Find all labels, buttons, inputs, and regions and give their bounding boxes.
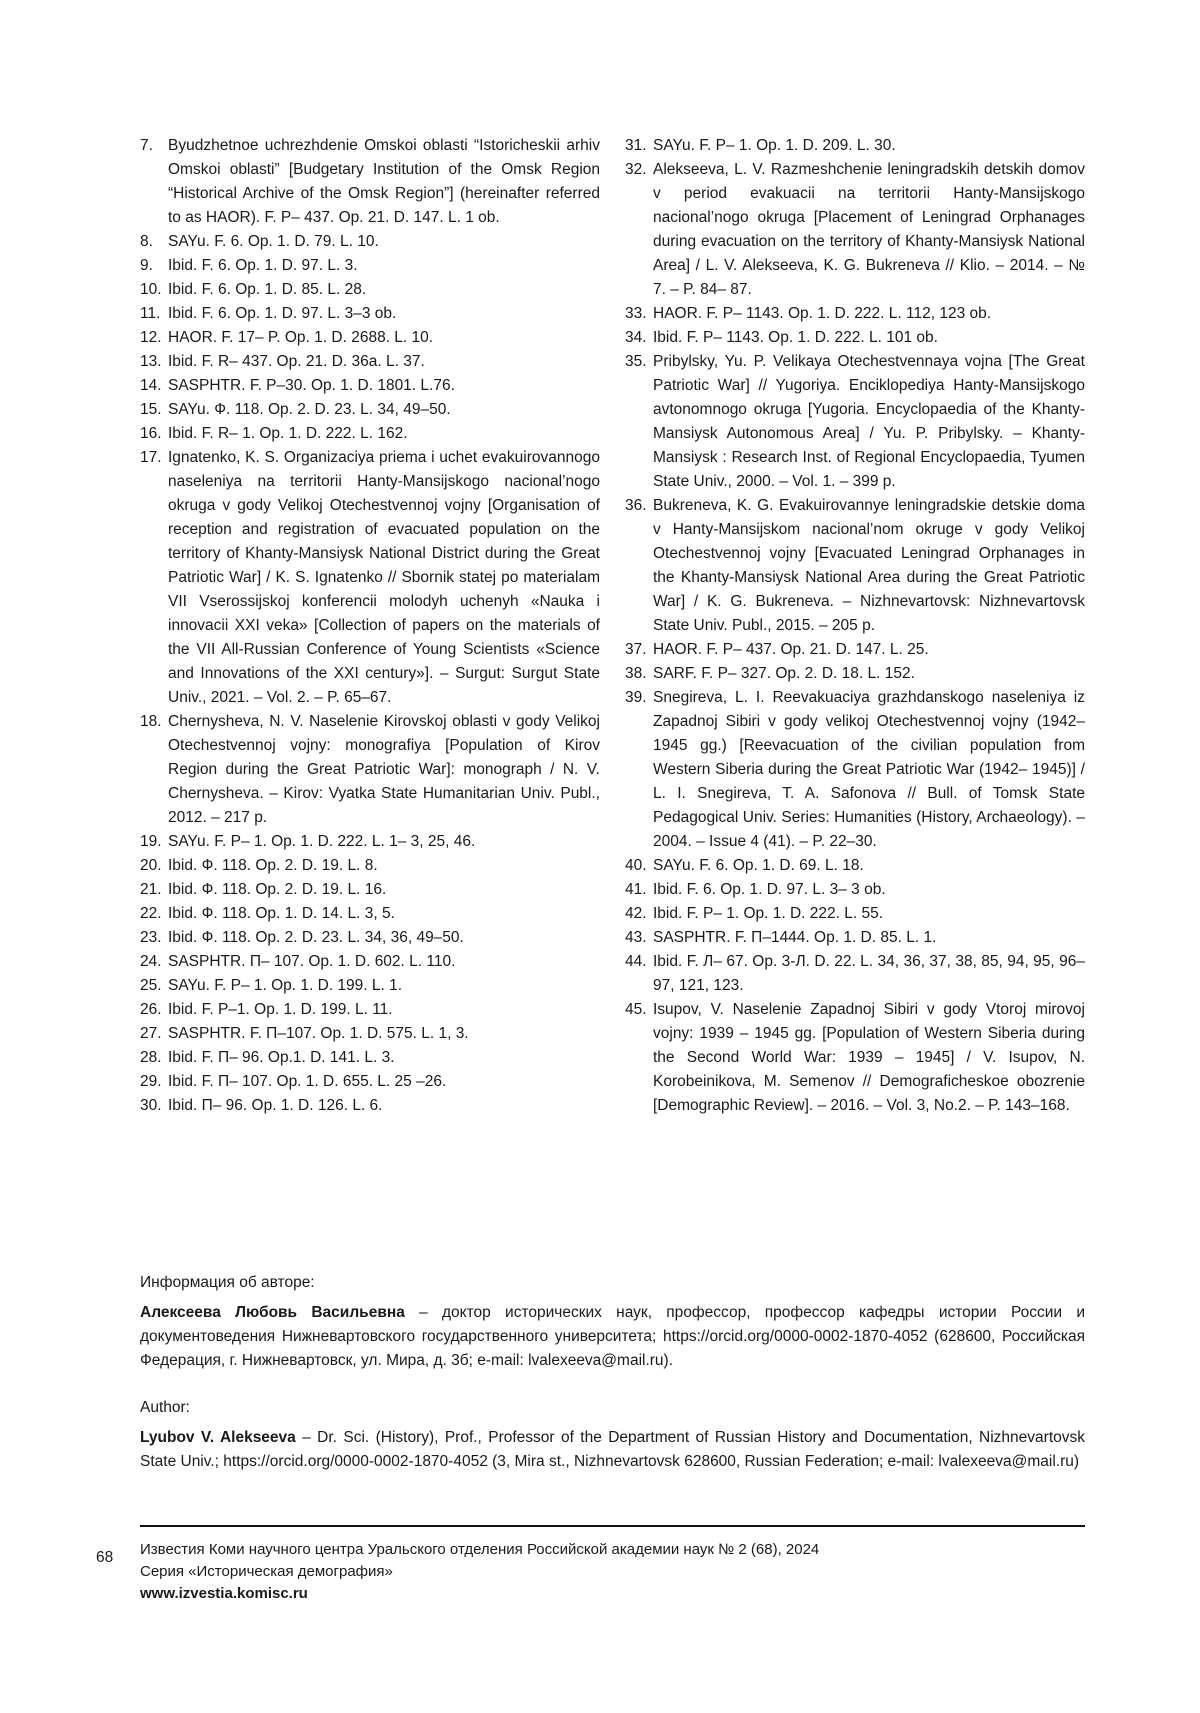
reference-item — [140, 326, 600, 350]
reference-item — [140, 854, 600, 878]
reference-number: 30. — [140, 1097, 162, 1114]
reference-number: 15. — [140, 401, 162, 418]
reference-number: 43. — [625, 929, 647, 946]
reference-item — [625, 662, 1085, 686]
reference-text: Ibid. Ф. 118. Op. 2. D. 19. L. 16. — [168, 881, 387, 898]
reference-text: Ibid. F. Л– 67. Op. 3-Л. D. 22. L. 34, 36, 37, 38, 85, 94, 95, 96– 97, 121, 123. — [653, 953, 1085, 994]
reference-list — [140, 134, 600, 1118]
reference-text: SASPHTR. F. P–30. Op. 1. D. 1801. L.76. — [168, 377, 455, 394]
references-column-left — [140, 134, 600, 1118]
references-column-right — [625, 134, 1085, 1118]
reference-item — [140, 302, 600, 326]
reference-number: 14. — [140, 377, 162, 394]
journal-title: Известия Коми научного центра Уральского отделения Российской академии наук № 2 (68), 2024 — [140, 1541, 820, 1558]
reference-number: 20. — [140, 857, 162, 874]
reference-item — [625, 998, 1085, 1118]
reference-number: 17. — [140, 449, 162, 466]
reference-number: 7. — [140, 137, 153, 154]
reference-item — [140, 278, 600, 302]
reference-item — [140, 998, 600, 1022]
author-info-en — [140, 1426, 1085, 1474]
reference-number: 21. — [140, 881, 162, 898]
reference-text: Alekseeva, L. V. Razmeshchenie leningradskih detskih domov v period evakuacii na territorii Hanty-Mansijskogo nacional’nogo okruga [Placement of Leningrad Orphanages during evacuation on the territory of Khanty-Mansiysk National Area] / L. V. Alekseeva, K. G. Bukreneva // Klio. – 2014. – № 7. – P. 84– 87. — [653, 161, 1085, 298]
reference-text: Ibid. Ф. 118. Op. 1. D. 14. L. 3, 5. — [168, 905, 395, 922]
reference-number: 9. — [140, 257, 153, 274]
reference-number: 13. — [140, 353, 162, 370]
reference-text: Chernysheva, N. V. Naselenie Kirovskoj oblasti v gody Velikoj Otechestvennoj vojny: monografiya [Population of Kirov Region during the Great Patriotic War]: monograph / N. V. Chernysheva. – Kirov: Vyatka State Humanitarian Univ. Publ., 2012. – 217 p. — [168, 713, 600, 826]
reference-text: Ibid. F. 6. Op. 1. D. 97. L. 3. — [168, 257, 358, 274]
reference-text: Snegireva, L. I. Reevakuaciya grazhdanskogo naseleniya iz Zapadnoj Sibiri v gody velikoj Otechestvennoj vojny (1942–1945 gg.) [Reevacuation of the civilian population from Western Siberia during the Great Patriotic War (1942– 1945)] / L. I. Snegireva, T. A. Safonova // Bull. of Tomsk State Pedagogical Univ. Series: Humanities (History, Archaeology). – 2004. – Issue 4 (41). – P. 22–30. — [653, 689, 1085, 850]
reference-text: Isupov, V. Naselenie Zapadnoj Sibiri v gody Vtoroj mirovoj vojny: 1939 – 1945 gg. [Population of Western Siberia during the Second World War: 1939 – 1945] / V. Isupov, N. Korobeinikova, M. Semenov // Demograficheskoe obozrenie [Demographic Review]. – 2016. – Vol. 3, No.2. – P. 143–168. — [653, 1001, 1085, 1114]
page-number: 68 — [96, 1549, 114, 1566]
reference-item — [140, 974, 600, 998]
reference-text: Ibid. F. П– 96. Op.1. D. 141. L. 3. — [168, 1049, 395, 1066]
reference-number: 18. — [140, 713, 162, 730]
reference-text: HAOR. F. 17– P. Op. 1. D. 2688. L. 10. — [168, 329, 434, 346]
reference-number: 22. — [140, 905, 162, 922]
reference-number: 44. — [625, 953, 647, 970]
reference-text: SASPHTR. F. П–1444. Op. 1. D. 85. L. 1. — [653, 929, 937, 946]
reference-text: Ibid. F. P– 1. Op. 1. D. 222. L. 55. — [653, 905, 884, 922]
reference-item — [140, 398, 600, 422]
reference-number: 19. — [140, 833, 162, 850]
reference-item — [625, 134, 1085, 158]
reference-text: Ibid. F. P–1. Op. 1. D. 199. L. 11. — [168, 1001, 393, 1018]
author-info-heading-ru: Информация об авторе: — [140, 1273, 315, 1291]
reference-number: 41. — [625, 881, 647, 898]
reference-text: Ibid. F. 6. Op. 1. D. 97. L. 3–3 ob. — [168, 305, 397, 322]
reference-item — [625, 854, 1085, 878]
reference-text: SAYu. Ф. 118. Op. 2. D. 23. L. 34, 49–50. — [168, 401, 451, 418]
reference-number: 31. — [625, 137, 647, 154]
reference-item — [140, 1046, 600, 1070]
reference-item — [140, 446, 600, 710]
reference-number: 11. — [140, 305, 161, 322]
reference-text: Ibid. F. П– 107. Op. 1. D. 655. L. 25 –26. — [168, 1073, 447, 1090]
reference-item — [140, 134, 600, 230]
reference-text: Bukreneva, K. G. Evakuirovannye leningradskie detskie doma v Hanty-Mansijskom nacional’nom okruge v gody Velikoj Otechestvennoj vojny [Evacuated Leningrad Orphanages in the Khanty-Mansiysk National Area during the Great Patriotic War] / K. G. Bukreneva. – Nizhnevartovsk: Nizhnevartovsk State Univ. Publ., 2015. – 205 p. — [653, 497, 1085, 634]
reference-text: Ignatenko, K. S. Organizaciya priema i uchet evakuirovannogo naseleniya na territorii Hanty-Mansijskogo nacional’nogo okruga v gody Velikoj Otechestvennoj vojny [Organisation of reception and registration of evacuated population on the territory of Khanty-Mansiysk National District during the Great Patriotic War] / K. S. Ignatenko // Sbornik statej po materialam VII Vserossijskoj konferencii molodyh uchenyh «Nauka i innovacii XXI veka» [Collection of papers on the materials of the VII All-Russian Conference of Young Scientists «Science and Innovations of the XXI century»]. – Surgut: Surgut State Univ., 2021. – Vol. 2. – P. 65–67. — [168, 449, 600, 706]
reference-item — [140, 710, 600, 830]
reference-text: Ibid. F. R– 1. Op. 1. D. 222. L. 162. — [168, 425, 408, 442]
reference-item — [140, 926, 600, 950]
reference-number: 27. — [140, 1025, 162, 1042]
reference-item — [625, 638, 1085, 662]
reference-number: 23. — [140, 929, 162, 946]
reference-item — [625, 302, 1085, 326]
reference-item — [140, 1070, 600, 1094]
reference-number: 8. — [140, 233, 153, 250]
reference-number: 38. — [625, 665, 647, 682]
reference-item — [625, 926, 1085, 950]
author-info-ru — [140, 1301, 1085, 1373]
reference-number: 32. — [625, 161, 647, 178]
reference-number: 12. — [140, 329, 162, 346]
reference-number: 16. — [140, 425, 162, 442]
reference-item — [625, 326, 1085, 350]
reference-item — [625, 950, 1085, 998]
footer-divider — [140, 1525, 1085, 1527]
reference-item — [625, 878, 1085, 902]
reference-item — [140, 374, 600, 398]
reference-item — [140, 830, 600, 854]
reference-item — [140, 950, 600, 974]
journal-series: Серия «Историческая демография» — [140, 1563, 393, 1580]
reference-text: SAYu. F. P– 1. Op. 1. D. 209. L. 30. — [653, 137, 896, 154]
reference-text: Ibid. F. P– 1143. Op. 1. D. 222. L. 101 ob. — [653, 329, 938, 346]
reference-number: 26. — [140, 1001, 162, 1018]
author-details-en: – Dr. Sci. (History), Prof., Professor of the Department of Russian History and Documentation, Nizhnevartovsk State Univ.; https://orcid.org/0000-0002-1870-4052 (3, Mira st., Nizhnevartovsk 628600, Russian Federation; e-mail: lvalexeeva@mail.ru) — [140, 1428, 1085, 1470]
author-name-en: Lyubov V. Alekseeva — [140, 1428, 296, 1446]
author-name-ru: Алексеева Любовь Васильевна — [140, 1303, 405, 1321]
author-details-ru: – доктор исторических наук, профессор, профессор кафедры истории России и документоведения Нижневартовского государственного университета; https://orcid.org/0000-0002-1870-4052 (628600, Российская Федерация, г. Нижневартовск, ул. Мира, д. 3б; e-mail: lvalexeeva@mail.ru). — [140, 1303, 1085, 1369]
reference-text: Ibid. П– 96. Op. 1. D. 126. L. 6. — [168, 1097, 383, 1114]
reference-number: 29. — [140, 1073, 162, 1090]
reference-number: 34. — [625, 329, 647, 346]
reference-item — [625, 350, 1085, 494]
reference-text: Ibid. Ф. 118. Op. 2. D. 23. L. 34, 36, 49–50. — [168, 929, 464, 946]
reference-text: HAOR. F. P– 1143. Op. 1. D. 222. L. 112, 123 ob. — [653, 305, 992, 322]
reference-number: 42. — [625, 905, 647, 922]
reference-number: 35. — [625, 353, 647, 370]
reference-text: Ibid. F. 6. Op. 1. D. 97. L. 3– 3 ob. — [653, 881, 886, 898]
reference-text: SASPHTR. П– 107. Op. 1. D. 602. L. 110. — [168, 953, 456, 970]
reference-list — [625, 134, 1085, 1118]
reference-text: Ibid. F. 6. Op. 1. D. 85. L. 28. — [168, 281, 367, 298]
reference-number: 40. — [625, 857, 647, 874]
reference-text: SAYu. F. 6. Op. 1. D. 79. L. 10. — [168, 233, 379, 250]
reference-item — [140, 254, 600, 278]
reference-text: SAYu. F. 6. Op. 1. D. 69. L. 18. — [653, 857, 864, 874]
reference-item — [625, 902, 1085, 926]
reference-number: 36. — [625, 497, 647, 514]
reference-item — [625, 158, 1085, 302]
reference-number: 39. — [625, 689, 647, 706]
reference-text: HAOR. F. P– 437. Op. 21. D. 147. L. 25. — [653, 641, 929, 658]
reference-item — [140, 902, 600, 926]
reference-number: 25. — [140, 977, 162, 994]
footer — [140, 1539, 819, 1605]
reference-number: 37. — [625, 641, 647, 658]
reference-item — [140, 422, 600, 446]
reference-text: SASPHTR. F. П–107. Op. 1. D. 575. L. 1, 3. — [168, 1025, 469, 1042]
reference-text: Pribylsky, Yu. P. Velikaya Otechestvennaya vojna [The Great Patriotic War] // Yugoriya. Enciklopediya Hanty-Mansijskogo avtonomnogo okruga [Yugoria. Encyclopaedia of the Khanty-Mansiysk Autonomous Area] / Yu. P. Pribylsky. – Khanty-Mansiysk : Research Inst. of Regional Encyclopaedia, Tyumen State Univ., 2000. – Vol. 1. – 399 p. — [653, 353, 1085, 490]
author-info-heading-en: Author: — [140, 1398, 190, 1416]
reference-item — [140, 230, 600, 254]
reference-text: SAYu. F. P– 1. Op. 1. D. 199. L. 1. — [168, 977, 403, 994]
reference-item — [140, 350, 600, 374]
references-section — [140, 134, 1085, 1118]
reference-item — [140, 1094, 600, 1118]
reference-number: 33. — [625, 305, 647, 322]
journal-url: www.izvestia.komisc.ru — [140, 1585, 308, 1602]
reference-item — [625, 686, 1085, 854]
reference-number: 10. — [140, 281, 162, 298]
reference-text: SAYu. F. P– 1. Op. 1. D. 222. L. 1– 3, 25, 46. — [168, 833, 476, 850]
reference-text: Ibid. Ф. 118. Op. 2. D. 19. L. 8. — [168, 857, 378, 874]
reference-item — [140, 878, 600, 902]
reference-item — [625, 494, 1085, 638]
reference-number: 28. — [140, 1049, 162, 1066]
reference-item — [140, 1022, 600, 1046]
reference-text: Ibid. F. R– 437. Op. 21. D. 36a. L. 37. — [168, 353, 425, 370]
reference-number: 24. — [140, 953, 162, 970]
reference-text: SARF. F. P– 327. Op. 2. D. 18. L. 152. — [653, 665, 915, 682]
reference-text: Byudzhetnoe uchrezhdenie Omskoi oblasti “Istoricheskii arhiv Omskoi oblasti” [Budgetary Institution of the Omsk Region “Historical Archive of the Omsk Region”] (hereinafter referred to as HAOR). F. P– 437. Op. 21. D. 147. L. 1 ob. — [168, 137, 600, 226]
reference-number: 45. — [625, 1001, 647, 1018]
